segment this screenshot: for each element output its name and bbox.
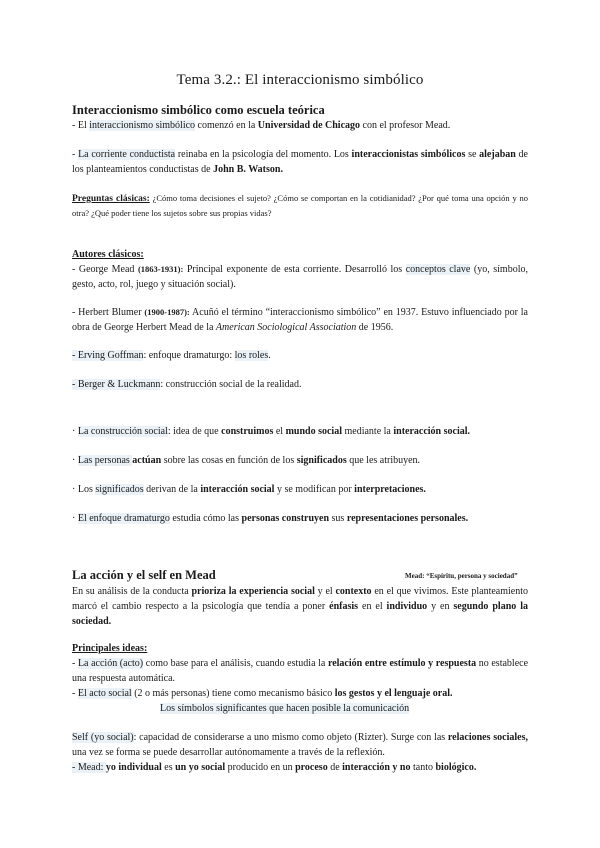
paragraph-goffman: - Erving Goffman: enfoque dramaturgo: los roles.: [72, 350, 271, 361]
paragraph-preguntas: Preguntas clásicas: ¿Cómo toma decisiones el sujeto? ¿Cómo se comportan en la cotidianidad? ¿Por qué toma una opción y no otra? ¿Qué poder tiene los sujetos sobre sus propias vidas?: [72, 193, 528, 218]
paragraph-self: Self (yo social): capacidad de considerarse a uno mismo como objeto (Rizter). Surge con las relaciones sociales, una vez se forma se puede desarrollar autónomamente a través de la reflexión.: [72, 732, 528, 758]
paragraph-blumer: - Herbert Blumer (1900-1987): Acuñó el término “interaccionismo simbólico” en 1937. Estuvo influenciado por la obra de George Herbert Mead de la American Sociological Association de 1956.: [72, 307, 528, 333]
section-heading-ideas: Principales ideas:: [72, 643, 148, 654]
page-title: Tema 3.2.: El interaccionismo simbólico: [176, 72, 424, 88]
paragraph-simbolos: Los símbolos significantes que hacen posible la comunicación: [160, 703, 410, 714]
margin-note: Mead: “Espíritu, persona y sociedad”: [405, 572, 518, 580]
paragraph-chicago: - El interaccionismo simbólico comenzó en la Universidad de Chicago con el profesor Mead.: [72, 120, 451, 131]
bullet-construccion: · La construcción social: idea de que construimos el mundo social mediante la interacción social.: [72, 426, 471, 437]
section-heading-autores: Autores clásicos:: [72, 249, 144, 260]
paragraph-accion: En su análisis de la conducta prioriza la experiencia social y el contexto en el que vivimos. Este planteamiento marcó el cambio respecto a la psicología que tendía a poner énfasis en el individuo y en segundo plano la sociedad.: [72, 586, 528, 627]
paragraph-mead: - George Mead (1863-1931): Principal exponente de esta corriente. Desarrolló los conceptos clave (yo, símbolo, gesto, acto, rol, juego y situación social).: [72, 264, 528, 290]
paragraph-berger: - Berger & Luckmann: construcción social de la realidad.: [72, 379, 302, 390]
paragraph-idea-accion: - La acción (acto) como base para el análisis, cuando estudia la relación entre estímulo y respuesta no establece una respuesta automática.: [72, 658, 529, 684]
section-heading-escuela: Interaccionismo simbólico como escuela teórica: [72, 103, 325, 117]
bullet-personas: · Las personas actúan sobre las cosas en función de los significados que les atribuyen.: [72, 455, 421, 466]
bullet-dramaturgo: · El enfoque dramaturgo estudia cómo las personas construyen sus representaciones personales.: [72, 513, 469, 524]
paragraph-idea-acto-social: - El acto social (2 o más personas) tiene como mecanismo básico los gestos y el lenguaje oral.: [72, 688, 453, 699]
section-heading-self: La acción y el self en Mead: [72, 568, 216, 582]
paragraph-conductismo: - La corriente conductista reinaba en la psicología del momento. Los interaccionistas simbólicos se alejaban de los planteamientos conductistas de John B. Watson.: [72, 149, 528, 175]
paragraph-mead-yo: - Mead: yo individual es un yo social producido en un proceso de interacción y no tanto biológico.: [72, 762, 477, 773]
bullet-significados: · Los significados derivan de la interacción social y se modifican por interpretaciones.: [72, 484, 426, 495]
